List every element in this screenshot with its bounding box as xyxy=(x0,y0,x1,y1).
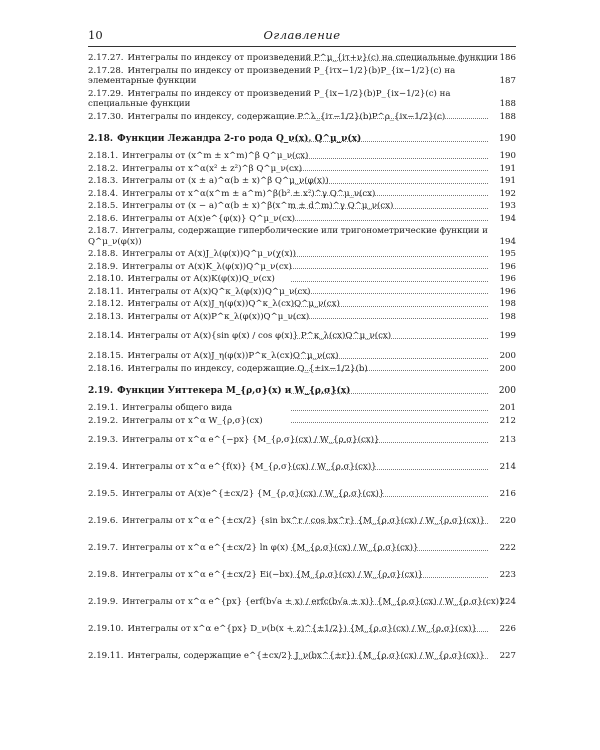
toc-entry-title: Интегралы от (x − a)^α(b ± x)^β(x^m ± d^m)^γ Q^μ_ν(cx) xyxy=(122,201,394,211)
toc-entry[interactable] xyxy=(88,589,516,616)
dot-leader xyxy=(291,118,488,119)
toc-entry-number: 2.18.15. xyxy=(88,351,124,361)
toc-entry-page: 198 xyxy=(499,299,516,309)
dot-leader xyxy=(291,604,488,605)
toc-entry-body xyxy=(88,151,309,162)
toc-entry-number: 2.19.9. xyxy=(88,597,119,608)
header-rule xyxy=(88,46,516,47)
toc-entry-title: Интегралы от x^α(x^m ± a^m)^β(b² ± x²)^γ Q^μ_ν(cx) xyxy=(122,188,376,199)
toc-entry-body xyxy=(88,385,351,397)
toc-entry-page: 213 xyxy=(499,435,516,446)
toc-section[interactable] xyxy=(88,131,516,147)
toc-entry-number: 2.19.3. xyxy=(88,435,119,446)
toc-entry-page: 191 xyxy=(499,176,516,186)
toc-entry[interactable] xyxy=(88,52,516,65)
dot-leader xyxy=(291,256,488,257)
toc-entry[interactable] xyxy=(88,213,516,226)
dot-leader xyxy=(291,658,488,659)
toc-entry-body xyxy=(88,624,477,635)
dot-leader xyxy=(291,158,488,159)
toc-entry-number: 2.19.4. xyxy=(88,462,119,473)
toc-entry-body xyxy=(88,462,377,473)
toc-entry-body xyxy=(88,416,285,427)
dot-leader xyxy=(291,306,488,307)
running-header xyxy=(88,28,516,44)
toc-entry-body xyxy=(88,331,392,342)
toc-entry-page: 220 xyxy=(499,516,516,527)
toc-entry[interactable] xyxy=(88,188,516,201)
toc-entry-body xyxy=(88,261,292,273)
dot-leader xyxy=(291,293,488,294)
toc-entry-page: 223 xyxy=(499,570,516,581)
page-number: 10 xyxy=(88,28,103,42)
toc-entry-title: Интегралы по индексу от произведений P^μ_{iτ+ν}(c) на специальные функции xyxy=(127,53,498,63)
toc-entry[interactable] xyxy=(88,402,516,415)
toc-entry[interactable] xyxy=(88,111,516,124)
toc-entry-title: Интегралы от x^α e^{±cx/2} {sin bx^r / cos bx^r} {M_{ρ,σ}(cx) / W_{ρ,σ}(cx)} xyxy=(122,516,486,527)
toc-entry-number: 2.18. xyxy=(88,133,114,144)
toc-entry-title: Интегралы от x^α e^{±cx/2} ln φ(x) {M_{ρ,σ}(cx) / W_{ρ,σ}(cx)} xyxy=(122,543,419,554)
toc-entry-body xyxy=(88,226,494,247)
toc-entry-body xyxy=(88,89,494,110)
toc-entry[interactable] xyxy=(88,323,516,350)
toc-entry-body xyxy=(88,516,486,527)
toc-entry-page: 194 xyxy=(499,236,516,247)
dot-leader xyxy=(291,318,488,319)
toc-entry-number: 2.17.30. xyxy=(88,111,124,122)
dot-leader xyxy=(291,60,488,61)
toc-entry-title: Интегралы от A(x)P^κ_λ(φ(x))Q^μ_ν(cx) xyxy=(127,311,310,322)
toc-entry[interactable] xyxy=(88,481,516,508)
dot-leader xyxy=(291,195,488,196)
toc-entry-body xyxy=(88,311,310,323)
toc-entry-number: 2.19.2. xyxy=(88,415,119,426)
toc-entry-title: Интегралы по индексу, содержащие P^λ_{iτ−1/2}(b)P^ρ_{ix−1/2}(c) xyxy=(127,111,446,122)
toc-entry-page: 226 xyxy=(499,624,516,635)
toc-entry[interactable] xyxy=(88,616,516,643)
toc-entry-body xyxy=(88,133,362,145)
dot-leader xyxy=(291,523,488,524)
toc-entry-page: 196 xyxy=(499,274,516,284)
dot-leader xyxy=(291,358,488,359)
toc-entry-body xyxy=(88,403,285,414)
toc-entry[interactable] xyxy=(88,535,516,562)
toc-entry[interactable] xyxy=(88,225,516,248)
toc-entry-title: Интегралы по индексу от произведений P_{iτx−1/2}(b)P_{ix−1/2}(c) на элементарные функции xyxy=(88,65,456,86)
toc-entry-number: 2.19.8. xyxy=(88,570,119,581)
dot-leader xyxy=(291,410,488,411)
toc-entry-number: 2.18.11. xyxy=(88,286,124,297)
toc-entry-number: 2.18.8. xyxy=(88,249,119,259)
toc-entry-page: 200 xyxy=(498,385,516,396)
dot-leader xyxy=(291,577,488,578)
toc-entry[interactable] xyxy=(88,273,516,286)
dot-leader xyxy=(291,141,488,142)
toc-entry-page: 191 xyxy=(499,163,516,174)
toc-entry-title: Интегралы от x^α W_{ρ,σ}(cx) xyxy=(122,415,263,426)
dot-leader xyxy=(291,170,488,171)
dot-leader xyxy=(291,469,488,470)
toc-entry-number: 2.18.7. xyxy=(88,226,119,236)
toc-entry[interactable] xyxy=(88,150,516,163)
toc-entry[interactable] xyxy=(88,261,516,274)
toc-entry-title: Интегралы от A(x)J_η(φ(x))P^κ_λ(cx)Q^μ_ν(cx) xyxy=(127,351,339,361)
toc-entry-page: 186 xyxy=(499,53,516,63)
toc-entry-page: 188 xyxy=(499,111,516,122)
toc-entry[interactable] xyxy=(88,454,516,481)
toc-entry-body xyxy=(88,351,339,362)
toc-entry-title: Интегралы по индексу, содержащие Q_{±ix−1/2}(b) xyxy=(127,363,368,374)
toc-entry[interactable] xyxy=(88,65,516,88)
toc-entry-body xyxy=(88,249,296,260)
dot-leader xyxy=(291,370,488,371)
toc-entry-title: Интегралы от A(x)K_λ(φ(x))Q^μ_ν(cx) xyxy=(122,261,292,272)
toc-entry[interactable] xyxy=(88,562,516,589)
toc-entry-title: Интегралы от x^α e^{±cx/2} Ei(−bx) {M_{ρ,σ}(cx) / W_{ρ,σ}(cx)} xyxy=(122,570,424,581)
toc-entry-body xyxy=(88,213,295,225)
dot-leader xyxy=(291,550,488,551)
toc-entry-page: 188 xyxy=(499,99,516,109)
toc-entry[interactable] xyxy=(88,363,516,376)
toc-entry-page: 196 xyxy=(499,286,516,297)
toc-entry-body xyxy=(88,570,424,581)
toc-entry-number: 2.19. xyxy=(88,385,114,396)
toc-entry-body xyxy=(88,274,285,285)
toc-entry-number: 2.18.6. xyxy=(88,213,119,224)
toc-entry-page: 196 xyxy=(499,261,516,272)
toc-entry-number: 2.17.29. xyxy=(88,88,124,99)
toc-entry[interactable] xyxy=(88,298,516,311)
toc-entry-body xyxy=(88,435,380,446)
toc-entry-number: 2.18.4. xyxy=(88,188,119,199)
dot-leader xyxy=(291,183,488,184)
toc-entry-number: 2.19.5. xyxy=(88,489,119,500)
toc-entry[interactable] xyxy=(88,508,516,535)
toc-entry-title: Интегралы по индексу от произведений P_{ix−1/2}(b)P_{ix−1/2}(c) на специальные функции xyxy=(88,88,451,109)
dot-leader xyxy=(291,281,488,282)
toc-entry-title: Интегралы от A(x)e^{±cx/2} {M_{ρ,σ}(cx) / W_{ρ,σ}(cx)} xyxy=(122,489,385,500)
toc-entry-body xyxy=(88,299,340,310)
toc-entry-page: 199 xyxy=(499,331,516,342)
toc-entry-body xyxy=(88,163,303,175)
toc-entry-title: Интегралы от (x ± a)^α(b ± x)^β Q^μ_ν(φ(x)) xyxy=(122,176,329,186)
toc-entry-number: 2.18.9. xyxy=(88,261,119,272)
toc-entry-number: 2.18.14. xyxy=(88,331,124,342)
dot-leader xyxy=(291,422,488,423)
toc-entry-title: Интегралы от x^α e^{f(x)} {M_{ρ,σ}(cx) / W_{ρ,σ}(cx)} xyxy=(122,462,377,473)
dot-leader xyxy=(291,393,488,394)
toc-entry[interactable] xyxy=(88,248,516,261)
toc-entry-page: 192 xyxy=(499,188,516,199)
toc-entry-number: 2.18.1. xyxy=(88,151,119,161)
toc-entry-body xyxy=(88,201,394,212)
toc-entry-title: Интегралы общего вида xyxy=(122,403,233,413)
toc-entry-title: Интегралы от x^α e^{px} D_ν(b(x + z)^{±1/2}) {M_{ρ,σ}(cx) / W_{ρ,σ}(cx)} xyxy=(127,624,477,635)
toc-entry-title: Интегралы от A(x)K(φ(x))Q_ν(cx) xyxy=(127,274,275,284)
toc-entry-body xyxy=(88,543,419,554)
toc-entry-number: 2.18.12. xyxy=(88,299,124,309)
dot-leader xyxy=(291,268,488,269)
toc-entry-page: 224 xyxy=(499,597,516,608)
toc-entry[interactable] xyxy=(88,643,516,670)
toc-entry-body xyxy=(88,53,498,64)
dot-leader xyxy=(291,496,488,497)
dot-leader xyxy=(291,442,488,443)
toc-entry-page: 200 xyxy=(499,363,516,374)
toc-entry-page: 200 xyxy=(499,351,516,361)
toc-entry-number: 2.18.16. xyxy=(88,363,124,374)
toc-entry-title: Интегралы от x^α(x² ± z²)^β Q^μ_ν(cx) xyxy=(122,163,303,174)
toc-entry-number: 2.17.27. xyxy=(88,53,124,63)
toc-entry-title: Функции Уиттекера M_{ρ,σ}(x) и W_{ρ,σ}(x) xyxy=(117,385,351,396)
toc-entry[interactable] xyxy=(88,200,516,213)
toc-entry-page: 193 xyxy=(499,201,516,211)
toc-entry-number: 2.18.13. xyxy=(88,311,124,322)
toc-entry-title: Интегралы от x^α e^{−px} {M_{ρ,σ}(cx) / W_{ρ,σ}(cx)} xyxy=(122,435,380,446)
toc-entry-page: 216 xyxy=(499,489,516,500)
toc-entry-number: 2.19.6. xyxy=(88,516,119,527)
toc-entry-body xyxy=(88,597,505,608)
dot-leader xyxy=(291,338,488,339)
toc-entry-page: 187 xyxy=(499,76,516,86)
toc-entry[interactable] xyxy=(88,175,516,188)
toc-entry-number: 2.18.3. xyxy=(88,176,119,186)
toc-entry-title: Интегралы от (x^m ± x^m)^β Q^μ_ν(cx) xyxy=(122,151,309,161)
toc-entry-page: 227 xyxy=(499,651,516,662)
toc-entry-title: Функции Лежандра 2-го рода Q_ν(x), Q^μ_ν(x) xyxy=(117,133,362,144)
toc-entry-title: Интегралы от x^α e^{px} {erf(b√a ± x) / erfc(b√a ± x)} {M_{ρ,σ}(cx) / W_{ρ,σ}(cx)} xyxy=(122,597,505,608)
toc-entry-title: Интегралы от A(x){sin φ(x) / cos φ(x)} P^κ_λ(cx)Q^μ_ν(cx) xyxy=(127,331,392,342)
toc-entry[interactable] xyxy=(88,427,516,454)
toc-entry-number: 2.17.28. xyxy=(88,65,124,76)
toc-entry-body xyxy=(88,489,385,500)
toc-entry-title: Интегралы от A(x)e^{φ(x)} Q^μ_ν(cx) xyxy=(122,213,295,224)
toc-section[interactable] xyxy=(88,383,516,399)
toc-entry-number: 2.19.11. xyxy=(88,651,124,662)
toc-entry-body xyxy=(88,111,446,123)
toc-entry[interactable] xyxy=(88,415,516,428)
dot-leader xyxy=(291,208,488,209)
toc-entry-title: Интегралы от A(x)J_λ(φ(x))Q^μ_ν(χ(x)) xyxy=(122,249,296,259)
toc-entry-number: 2.18.2. xyxy=(88,163,119,174)
toc-entry[interactable] xyxy=(88,163,516,176)
toc-entry-title: Интегралы, содержащие e^{±cx/2} J_ν(bx^{±r}) {M_{ρ,σ}(cx) / W_{ρ,σ}(cx)} xyxy=(127,651,485,662)
toc-entry-page: 194 xyxy=(499,213,516,224)
toc-entry-body xyxy=(88,188,376,200)
toc-entry-body xyxy=(88,176,329,187)
toc-entry-number: 2.19.10. xyxy=(88,624,124,635)
toc-entry-page: 212 xyxy=(499,415,516,426)
toc-entry[interactable] xyxy=(88,311,516,324)
toc-entry-page: 214 xyxy=(499,462,516,473)
toc-entry[interactable] xyxy=(88,286,516,299)
toc-entry-page: 222 xyxy=(499,543,516,554)
toc-entry-page: 190 xyxy=(499,151,516,161)
toc-entry-number: 2.19.1. xyxy=(88,403,119,413)
toc-entry[interactable] xyxy=(88,88,516,111)
toc-entry[interactable] xyxy=(88,350,516,363)
table-of-contents xyxy=(88,52,516,670)
toc-entry-title: Интегралы от A(x)J_η(φ(x))Q^κ_λ(cx)Q^μ_ν(cx) xyxy=(127,299,340,309)
toc-entry-number: 2.18.5. xyxy=(88,201,119,211)
toc-entry-title: Интегралы, содержащие гиперболические или тригонометрические функции и Q^μ_ν(φ(x)) xyxy=(88,226,488,247)
toc-entry-number: 2.18.10. xyxy=(88,274,124,284)
toc-entry-number: 2.19.7. xyxy=(88,543,119,554)
toc-entry-page: 198 xyxy=(499,311,516,322)
dot-leader xyxy=(291,220,488,221)
toc-entry-body xyxy=(88,66,494,87)
toc-entry-body xyxy=(88,651,485,662)
toc-entry-title: Интегралы от A(x)Q^κ_λ(φ(x))Q^μ_ν(cx) xyxy=(127,286,311,297)
toc-entry-page: 201 xyxy=(499,403,516,413)
toc-entry-page: 190 xyxy=(498,133,516,144)
dot-leader xyxy=(291,631,488,632)
running-title: Оглавление xyxy=(263,28,341,42)
toc-entry-body xyxy=(88,286,311,298)
toc-entry-page: 195 xyxy=(499,249,516,259)
toc-entry-body xyxy=(88,363,368,375)
